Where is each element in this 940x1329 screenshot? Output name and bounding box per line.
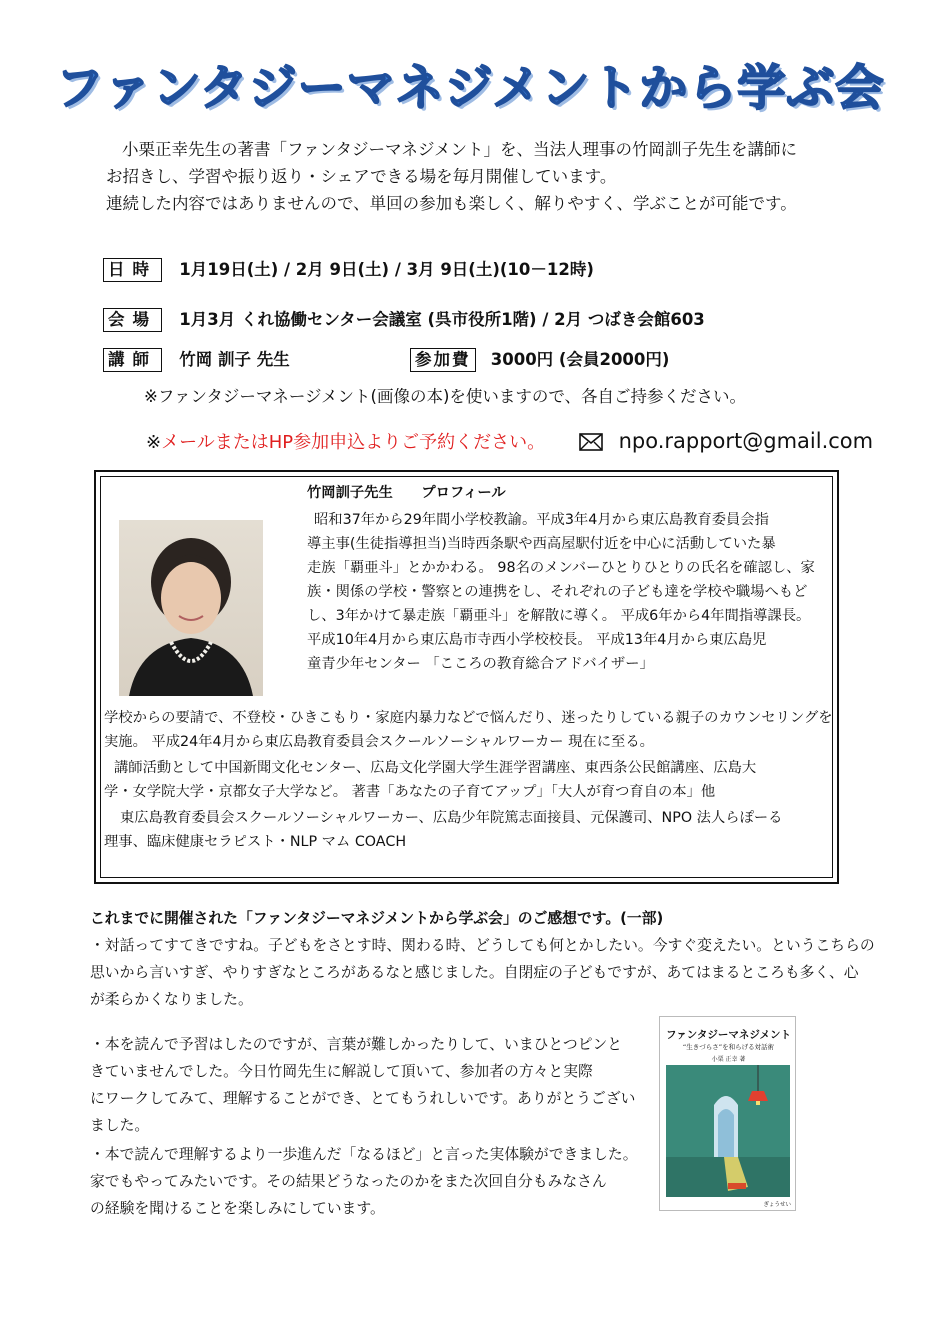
fee-label: 参加費 (410, 348, 476, 372)
intro-line-1: 小栗正幸先生の著書「ファンタジーマネジメント」を、当法人理事の竹岡訓子先生を講師に (122, 140, 798, 159)
schedule-row (103, 258, 594, 282)
impression-line: ・本を読んで予習はしたのですが、言葉が難しかったりして、いまひとつピンと (90, 1036, 623, 1053)
impression-line: の経験を聞けることを楽しみにしています。 (90, 1200, 385, 1217)
intro-line-2: お招きし、学習や振り返り・シェアできる場を毎月開催しています。 (106, 167, 617, 186)
impression-line: 思いから言いすぎ、やりすぎなところがあるなと感じました。自閉症の子どもですが、あてはまるところも多く、心 (90, 964, 859, 981)
impression-line: が柔らかくなりました。 (90, 991, 253, 1008)
schedule-value: 1月19日(土) / 2月 9日(土) / 3月 9日(土)(10－12時) (179, 260, 594, 279)
profile-full-line: 学・女学院大学・京都女子大学など。 著書「あなたの子育てアップ」「大人が育つ育自の本」他 (104, 784, 716, 800)
profile-line: 平成10年4月から東広島市寺西小学校校長。 平成13年4月から東広島児 (307, 632, 767, 648)
profile-line: 童青少年センター 「こころの教育総合アドバイザー」 (307, 656, 654, 672)
book-cover (659, 1016, 796, 1211)
profile-line: 昭和37年から29年間小学校教諭。平成3年4月から東広島教育委員会指 (314, 512, 769, 528)
profile-full-line: 東広島教育委員会スクールソーシャルワーカー、広島少年院篤志面接員、元保護司、NPO 法人らぽーる (120, 810, 783, 826)
profile-line: 導主事(生徒指導担当)当時西条駅や西高屋駅付近を中心に活動していた暴 (307, 536, 776, 552)
lecturer-label: 講師 (103, 348, 162, 372)
profile-line: 走族「覇亜斗」とかかわる。 98名のメンバーひとりひとりの氏名を確認し、家 (307, 560, 815, 576)
mail-icon (579, 433, 603, 456)
lecturer-value: 竹岡 訓子 先生 (179, 350, 290, 369)
profile-full-line: 実施。 平成24年4月から東広島教育委員会スクールソーシャルワーカー 現在に至る。 (104, 734, 654, 750)
profile-full-line: 学校からの要請で、不登校・ひきこもり・家庭内暴力などで悩んだり、迷ったりしている親子のカウンセリングを (104, 710, 833, 726)
book-illustration (666, 1065, 790, 1197)
apply-prefix: ※ (146, 432, 162, 453)
page-title: ファンタジーマネジメントから学ぶ会 (55, 60, 885, 116)
lecturer-photo (119, 520, 263, 696)
schedule-label: 日時 (103, 258, 162, 282)
impression-line: ・対話ってすてきですね。子どもをさとす時、関わる時、どうしても何とかしたい。今すぐ変えたい。というこちらの (90, 937, 875, 954)
venue-row (103, 308, 705, 332)
impression-line: 家でもやってみたいです。その結果どうなったのかをまた次回自分もみなさん (90, 1173, 607, 1190)
lecturer-row (103, 348, 290, 372)
impression-line: にワークしてみて、理解することができ、とてもうれしいです。ありがとうござい (90, 1090, 636, 1107)
impression-line: ました。 (90, 1117, 150, 1134)
profile-full-line: 理事、臨床健康セラピスト・NLP マム COACH (104, 834, 407, 850)
profile-heading: 竹岡訓子先生 プロフィール (307, 485, 506, 501)
apply-text: メールまたはHP参加申込よりご予約ください。 (161, 432, 546, 453)
profile-line: 族・関係の学校・警察との連携をし、それぞれの子ども達を学校や職場へもど (307, 584, 808, 600)
profile-line: し、3年かけて暴走族「覇亜斗」を解散に導く。 平成6年から4年間指導課長。 (307, 608, 811, 624)
book-title: ファンタジーマネジメント (665, 1029, 792, 1041)
apply-row (146, 428, 873, 456)
impression-line: ・本で読んで理解するより一歩進んだ「なるほど」と言った実体験ができました。 (90, 1146, 638, 1163)
book-subtitle: “生きづらさ”を和らげる対話術 (682, 1043, 775, 1051)
book-publisher: ぎょうせい (763, 1202, 791, 1208)
impressions-heading: これまでに開催された「ファンタジーマネジメントから学ぶ会」のご感想です。(一部) (90, 910, 664, 927)
venue-label: 会場 (103, 308, 162, 332)
profile-full-line: 講師活動として中国新聞文化センター、広島文化学園大学生涯学習講座、東西条公民館講座、広島大 (114, 760, 757, 776)
book-note: ※ファンタジーマネージメント(画像の本)を使いますので、各自ご持参ください。 (144, 387, 747, 406)
email-link[interactable]: npo.rapport@gmail.com (618, 429, 874, 453)
book-author: 小栗 正幸 著 (711, 1056, 746, 1063)
venue-value: 1月3月 くれ協働センター会議室 (呉市役所1階) / 2月 つばき会館603 (179, 310, 705, 329)
fee-row (410, 348, 669, 372)
intro-line-3: 連続した内容ではありませんので、単回の参加も楽しく、解りやすく、学ぶことが可能です。 (106, 194, 797, 213)
fee-value: 3000円 (会員2000円) (490, 350, 670, 369)
impression-line: きていませんでした。今日竹岡先生に解説して頂いて、参加者の方々と実際 (90, 1063, 593, 1080)
